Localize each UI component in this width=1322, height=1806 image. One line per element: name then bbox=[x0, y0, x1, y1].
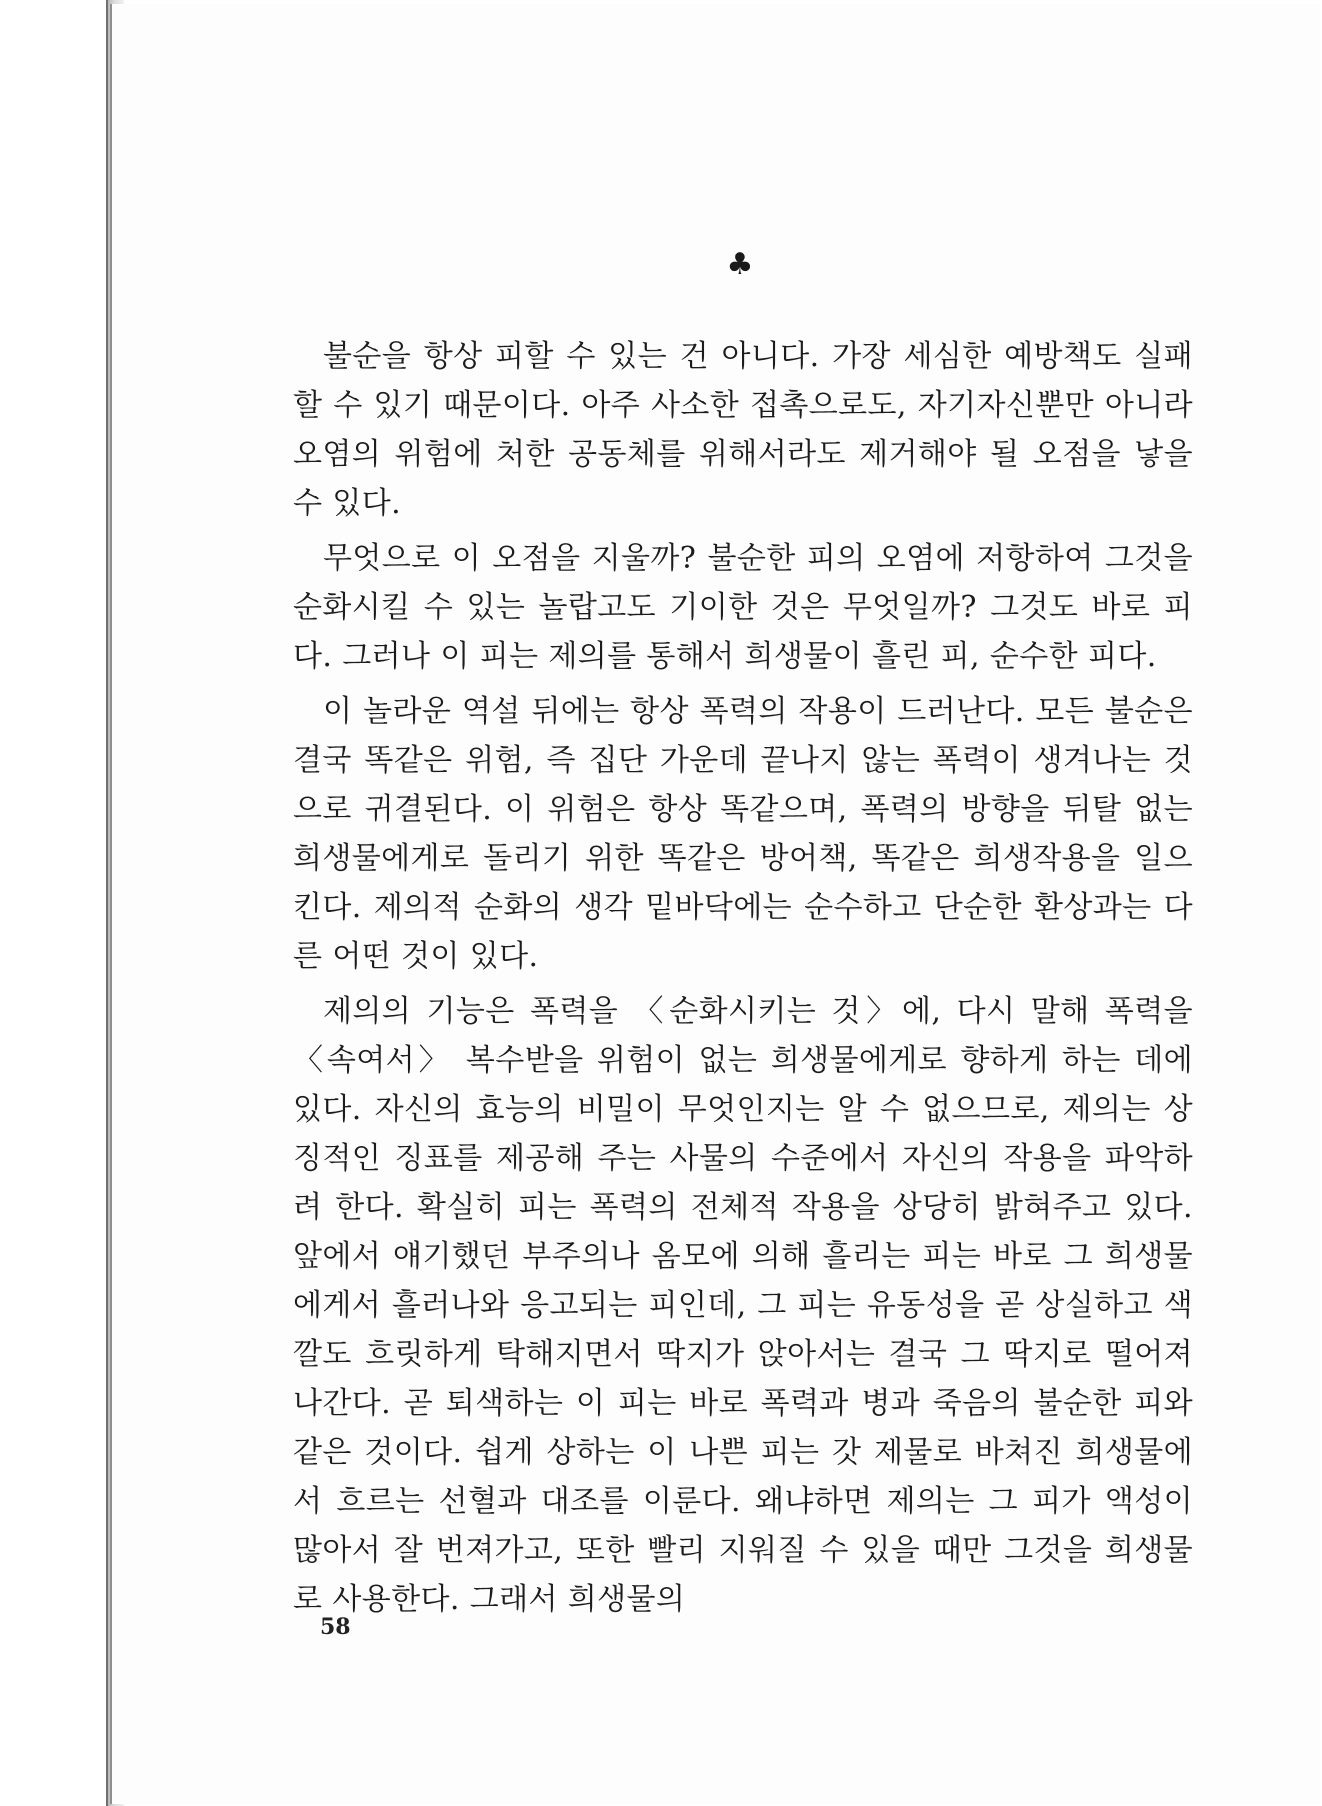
club-ornament-icon: ♣ bbox=[726, 247, 754, 282]
page-number: 58 bbox=[320, 1614, 351, 1640]
paragraph-2: 무엇으로 이 오점을 지울까? 불순한 피의 오염에 저항하여 그것을 순화시킬 수 있는 놀랍고도 기이한 것은 무엇일까? 그것도 바로 피다. 그러나 이 피는 제의를 통해서 희생물이 흘린 피, 순수한 피다. bbox=[293, 541, 1193, 674]
paragraph-1: 불순을 항상 피할 수 있는 건 아니다. 가장 세심한 예방책도 실패할 수 있기 때문이다. 아주 사소한 접촉으로도, 자기자신뿐만 아니라 오염의 위험에 처한 공동체를 위해서라도 제거해야 될 오점을 낳을 수 있다. bbox=[293, 339, 1193, 521]
page-body-text bbox=[293, 332, 1193, 1630]
paragraph-3: 이 놀라운 역설 뒤에는 항상 폭력의 작용이 드러난다. 모든 불순은 결국 똑같은 위험, 즉 집단 가운데 끝나지 않는 폭력이 생겨나는 것으로 귀결된다. 이 위험은 항상 똑같으며, 폭력의 방향을 뒤탈 없는 희생물에게로 돌리기 위한 똑같은 방어책, 똑같은 희생작용을 일으킨다. 제의적 순화의 생각 밑바닥에는 순수하고 단순한 환상과는 다른 어떤 것이 있다. bbox=[293, 694, 1193, 974]
paragraph-4: 제의의 기능은 폭력을 〈순화시키는 것〉에, 다시 말해 폭력을 〈속여서〉 복수받을 위험이 없는 희생물에게로 향하게 하는 데에 있다. 자신의 효능의 비밀이 무엇인지는 알 수 없으므로, 제의는 상징적인 징표를 제공해 주는 사물의 수준에서 자신의 작용을 파악하려 한다. 확실히 피는 폭력의 전체적 작용을 상당히 밝혀주고 있다. 앞에서 얘기했던 부주의나 옴모에 의해 흘리는 피는 바로 그 희생물에게서 흘러나와 응고되는 피인데, 그 피는 유동성을 곧 상실하고 색깔도 흐릿하게 탁해지면서 딱지가 앉아서는 결국 그 딱지로 떨어져 나간다. 곧 퇴색하는 이 피는 바로 폭력과 병과 죽음의 불순한 피와 같은 것이다. 쉽게 상하는 이 나쁜 피는 갓 제물로 바쳐진 희생물에서 흐르는 선혈과 대조를 이룬다. 왜냐하면 제의는 그 피가 액성이 많아서 잘 번져가고, 또한 빨리 지워질 수 있을 때만 그것을 희생물로 사용한다. 그래서 희생물의 bbox=[293, 994, 1193, 1617]
